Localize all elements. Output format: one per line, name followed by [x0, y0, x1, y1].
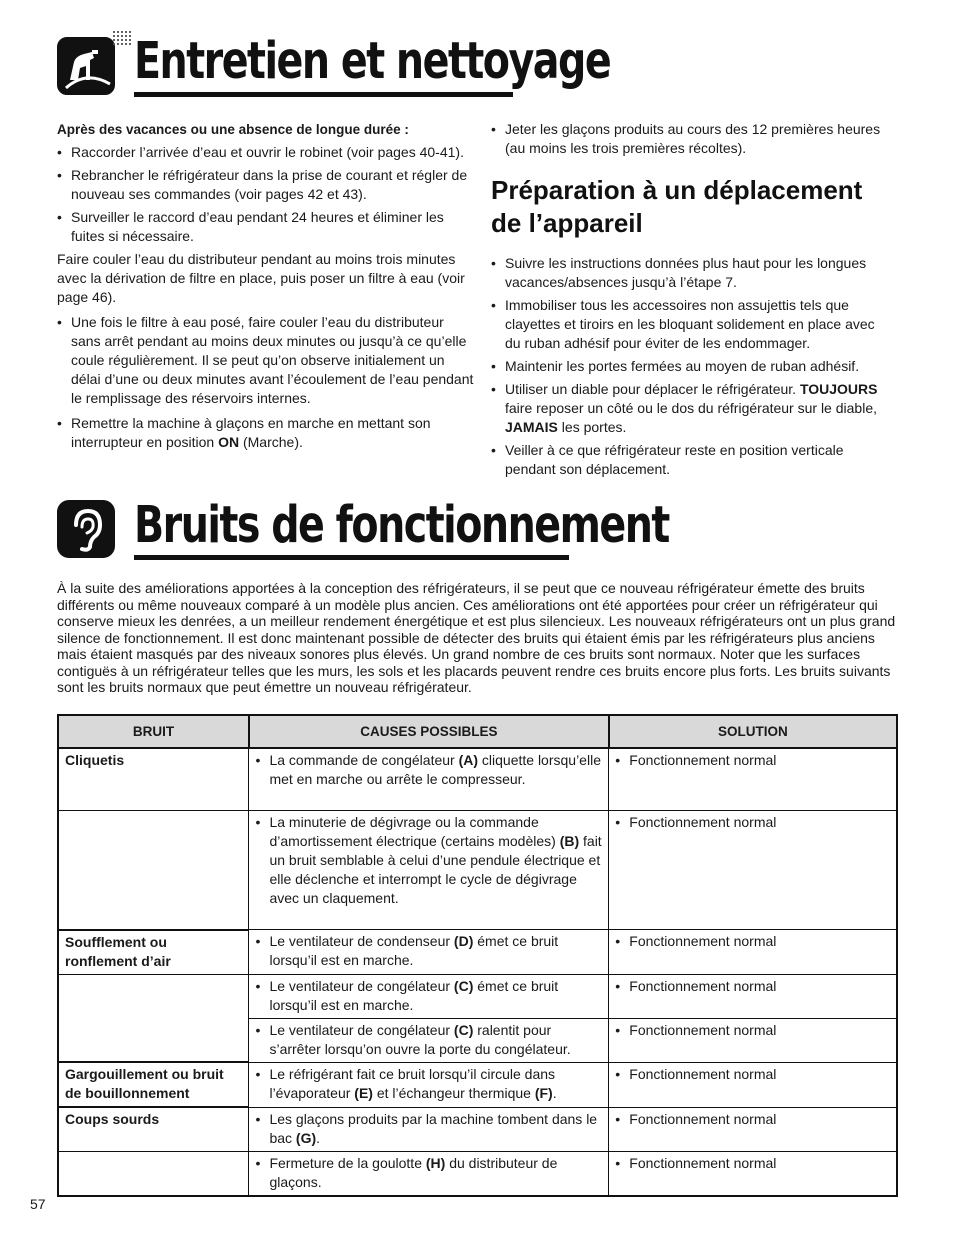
noise-cell: Soufflement ou ronflement d’air	[58, 930, 249, 975]
list-item: • Suivre les instructions données plus haut pour les longues vacances/absences jusqu’à l’étape 7.	[491, 254, 893, 292]
table-header: BRUIT	[58, 715, 249, 748]
solution-cell: • Fonctionnement normal	[609, 748, 897, 811]
list-item: • Rebrancher le réfrigérateur dans la prise de courant et régler de nouveau ses commandes (voir pages 42 et 43).	[57, 166, 475, 204]
ear-icon	[57, 500, 115, 558]
vacation-lead: Après des vacances ou une absence de longue durée :	[57, 122, 409, 137]
solution-cell: • Fonctionnement normal	[609, 1151, 897, 1196]
moving-column	[491, 120, 893, 483]
cleaning-spray-icon	[57, 37, 115, 95]
ice-list	[491, 120, 893, 158]
table-row	[58, 1107, 897, 1151]
spray-dots	[112, 30, 132, 46]
page-number: 57	[30, 1196, 46, 1212]
cause-cell: • Le ventilateur de condenseur (D) émet ce bruit lorsqu’il est en marche.	[249, 930, 609, 975]
cause-cell: • La commande de congélateur (A) cliquette lorsqu’elle met en marche ou arrête le compresseur.	[249, 748, 609, 811]
vacation-list	[57, 143, 475, 246]
table-row	[58, 748, 897, 811]
table-row	[58, 1151, 897, 1196]
noise-cell: Cliquetis	[58, 748, 249, 811]
solution-cell: • Fonctionnement normal	[609, 1018, 897, 1062]
noise-cell	[58, 974, 249, 1018]
section-title-rule	[134, 555, 569, 560]
cause-cell: • La minuterie de dégivrage ou la commande d’amortissement électrique (certains modèles) (B) fait un bruit semblable à celui d’une pendule électrique et elle déclenche et interrompt le cycle de dégivrage avec un claquement.	[249, 811, 609, 930]
filter-paragraph: Faire couler l’eau du distributeur pendant au moins trois minutes avec la dérivation de filtre en place, puis poser un filtre à eau (voir page 46).	[57, 251, 465, 305]
table-header: CAUSES POSSIBLES	[249, 715, 609, 748]
vacation-list-2	[57, 313, 475, 452]
list-item: • Immobiliser tous les accessoires non assujettis tels que clayettes et tiroirs en les bloquant solidement en place avec du ruban adhésif pour éviter de les endommager.	[491, 296, 893, 353]
solution-cell: • Fonctionnement normal	[609, 811, 897, 930]
cause-cell: • Le ventilateur de congélateur (C) ralentit pour s’arrêter lorsqu’on ouvre la porte du congélateur.	[249, 1018, 609, 1062]
noise-table	[57, 714, 898, 1197]
solution-cell: • Fonctionnement normal	[609, 1062, 897, 1107]
list-item: • Maintenir les portes fermées au moyen de ruban adhésif.	[491, 357, 893, 376]
list-item: • Surveiller le raccord d’eau pendant 24 heures et éliminer les fuites si nécessaire.	[57, 208, 475, 246]
noise-cell	[58, 811, 249, 930]
noise-cell	[58, 1018, 249, 1062]
cause-cell: • Le réfrigérant fait ce bruit lorsqu’il circule dans l’évaporateur (E) et l’échangeur thermique (F).	[249, 1062, 609, 1107]
table-row	[58, 930, 897, 975]
section-title-maintenance: Entretien et nettoyage	[134, 32, 611, 91]
moving-list	[491, 254, 893, 479]
table-row	[58, 974, 897, 1018]
cause-cell: • Le ventilateur de congélateur (C) émet ce bruit lorsqu’il est en marche.	[249, 974, 609, 1018]
cause-cell: • Les glaçons produits par la machine tombent dans le bac (G).	[249, 1107, 609, 1151]
solution-cell: • Fonctionnement normal	[609, 930, 897, 975]
noise-intro: À la suite des améliorations apportées à la conception des réfrigérateurs, il se peut que ce nouveau réfrigérateur émette des bruits différents ou même nouveaux comparé à un modèle plus ancien. Ces améliorations ont été apportées pour créer un réfrigérateur qui conserve mieux les denrées, a un meilleur rendement énergétique et est plus silencieux. Les nouveaux réfrigérateurs ont un plus grand silence de fonctionnement. Il est donc maintenant possible de détecter des bruits qui étaient émis par les réfrigérateurs plus anciens mais étaient masqués par des niveaux sonores plus élevés. Un grand nombre de ces bruits sont normaux. Noter que les surfaces contiguës à un réfrigérateur telles que les murs, les sols et les placards peuvent rendre ces bruits encore plus forts. Les bruits suivants sont les bruits normaux que peut émettre un nouveau réfrigérateur.	[57, 580, 896, 695]
list-item: • Une fois le filtre à eau posé, faire couler l’eau du distributeur sans arrêt pendant au moins deux minutes ou jusqu’à ce qu’elle coule régulièrement. Il se peut qu’on observe initialement un délai d’une ou deux minutes avant l’écoulement de l’eau pendant le remplissage des réservoirs internes.	[57, 313, 475, 408]
list-item: • Veiller à ce que réfrigérateur reste en position verticale pendant son déplacement.	[491, 441, 893, 479]
noise-cell: Coups sourds	[58, 1107, 249, 1151]
section-title-rule	[134, 92, 513, 97]
section-title-noises: Bruits de fonctionnement	[134, 496, 669, 555]
noise-cell	[58, 1151, 249, 1196]
vacation-column	[57, 120, 475, 456]
table-row	[58, 1062, 897, 1107]
solution-cell: • Fonctionnement normal	[609, 974, 897, 1018]
table-row	[58, 811, 897, 930]
noise-cell: Gargouillement ou bruit de bouillonnement	[58, 1062, 249, 1107]
table-header: SOLUTION	[609, 715, 897, 748]
list-item: • Remettre la machine à glaçons en marche en mettant son interrupteur en position ON (Marche).	[57, 414, 475, 452]
table-header-row	[58, 715, 897, 748]
moving-heading: Préparation à un déplacement de l’appareil	[491, 175, 863, 238]
list-item: • Utiliser un diable pour déplacer le réfrigérateur. TOUJOURS faire reposer un côté ou le dos du réfrigérateur sur le diable, JAMAIS les portes.	[491, 380, 893, 437]
table-row	[58, 1018, 897, 1062]
cause-cell: • Fermeture de la goulotte (H) du distributeur de glaçons.	[249, 1151, 609, 1196]
solution-cell: • Fonctionnement normal	[609, 1107, 897, 1151]
list-item: • Jeter les glaçons produits au cours des 12 premières heures (au moins les trois premières récoltes).	[491, 120, 893, 158]
list-item: • Raccorder l’arrivée d’eau et ouvrir le robinet (voir pages 40-41).	[57, 143, 475, 162]
